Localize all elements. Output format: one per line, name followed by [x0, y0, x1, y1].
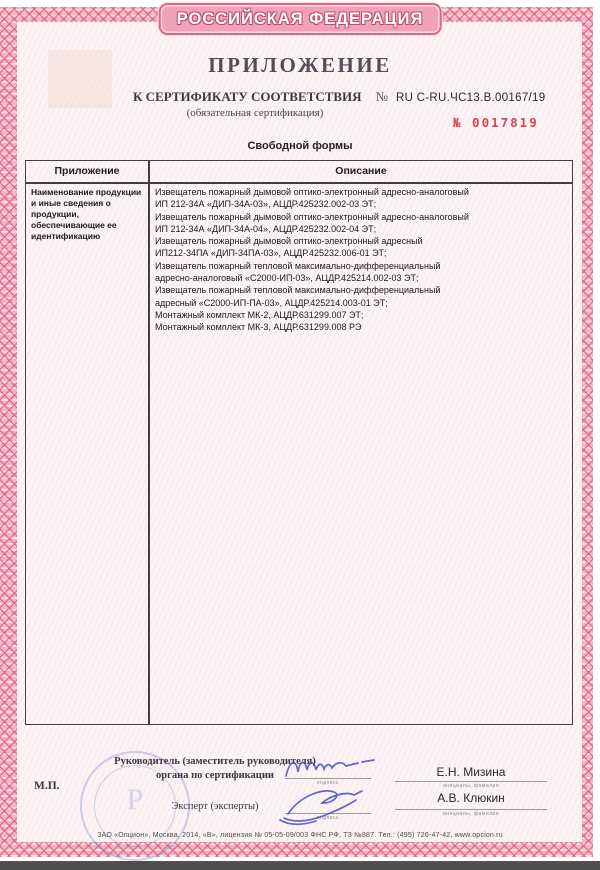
description-line: Извещатель пожарный дымовой оптико-электронный адресно-аналоговый — [155, 187, 469, 197]
expert-name: А.В. Клюкин — [437, 791, 505, 805]
table-description-cell — [155, 186, 566, 334]
table-row-label: Наименование продукции и иные сведения о продукции, обеспечивающие ее идентификацию — [31, 187, 142, 242]
table-header-description: Описание — [335, 165, 387, 177]
scan-edge-bar — [0, 861, 600, 870]
printer-footer: ЗАО «Опцион», Москва, 2014, «В», лицензия № 05-05-09/003 ФНС РФ, ТЗ №887. Тел.: (495) 726-47-42, www.opcion.ru — [97, 832, 503, 839]
expert-signature-caption: подпись — [316, 815, 340, 821]
stamp-place-label: М.П. — [34, 780, 60, 792]
certification-type: (обязательная сертификация) — [186, 107, 324, 119]
description-line: Монтажный комплект МК-3, АЦДР.631299.008 РЭ — [155, 322, 362, 333]
description-line: Извещатель пожарный дымовой оптико-электронный адресно-аналоговый — [155, 211, 469, 222]
head-name-line — [395, 781, 547, 782]
stamp-monogram: Р — [126, 783, 144, 816]
description-line: адресный «С2000-ИП-ПА-03», АЦДР.425214.003-01 ЭТ; — [155, 297, 388, 308]
expert-name-caption: инициалы, фамилия — [442, 811, 500, 817]
head-signature-label-2: органа по сертификации — [156, 770, 274, 781]
description-line: ИП212-34ПА «ДИП-34ПА-03», АЦДР.425232.006-01 ЭТ; — [155, 248, 387, 259]
description-line: Извещатель пожарный тепловой максимально-дифференциальный — [155, 285, 441, 296]
head-signature-label-1: Руководитель (заместитель руководителя) — [114, 756, 316, 767]
table-header-divider — [26, 182, 572, 184]
country-badge — [159, 3, 442, 35]
expert-signature-label: Эксперт (эксперты) — [171, 801, 259, 812]
description-line: адресно-аналоговый «С2000-ИП-03», АЦДР.425214.002-03 ЭТ; — [155, 273, 419, 284]
expert-name-line — [395, 809, 547, 810]
certificate-number: RU C-RU.ЧС13.В.00167/19 — [395, 92, 546, 104]
page-title: ПРИЛОЖЕНИЕ — [208, 53, 392, 77]
table-column-divider — [148, 161, 150, 724]
handwritten-signatures — [270, 748, 400, 828]
description-line: ИП 212-34А «ДИП-34А-03», АЦДР.425232.002-03 ЭТ; — [155, 199, 377, 210]
subtitle-label: К СЕРТИФИКАТУ СООТВЕТСТВИЯ — [133, 89, 362, 104]
description-line: Монтажный комплект МК-2, АЦДР.631299.007 ЭТ; — [155, 309, 364, 320]
country-badge-label: РОССИЙСКАЯ ФЕДЕРАЦИЯ — [176, 10, 424, 28]
description-line: ИП 212-34А «ДИП-34А-04», АЦДР.425232.002-04 ЭТ; — [155, 223, 377, 234]
head-signature-caption: подпись — [316, 780, 340, 786]
head-name: Е.Н. Мизина — [436, 765, 506, 779]
certificate-subtitle — [133, 89, 545, 105]
description-line: Извещатель пожарный дымовой оптико-электронный адресный — [155, 236, 423, 247]
appendix-table — [25, 160, 573, 725]
number-sign: № — [375, 89, 388, 104]
head-name-caption: инициалы, фамилия — [442, 783, 500, 789]
form-type-label: Свободной формы — [247, 140, 353, 152]
blank-number: № 0017819 — [453, 115, 539, 130]
description-line: Извещатель пожарный тепловой максимально-дифференциальный — [155, 260, 441, 271]
table-header-appendix: Приложение — [54, 165, 120, 177]
